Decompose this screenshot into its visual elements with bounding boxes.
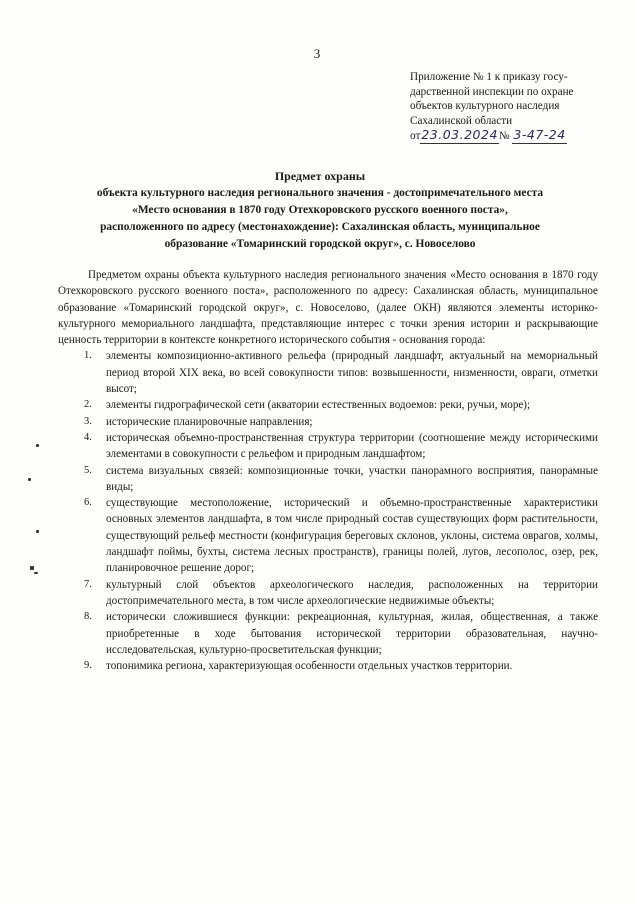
- from-label: от: [410, 130, 421, 142]
- list-item: [58, 495, 598, 576]
- scan-speck: [36, 530, 39, 533]
- item-number: 4.: [84, 431, 92, 443]
- item-text: исторически сложившиеся функции: рекреационная, культурная, жилая, общественная, а также приобретенные в ходе бытования исторической территории образовательная, научно-исследовательская, культурно-просветительская функции;: [106, 611, 598, 656]
- order-date: 23.03.2024: [421, 127, 498, 142]
- list-item: [58, 463, 598, 496]
- list-item: [58, 414, 598, 430]
- item-text: система визуальных связей: композиционные точки, участки панорамного восприятия, панорамные виды;: [106, 464, 598, 493]
- item-text: существующие местоположение, исторический и объемно-пространственные характеристики основных элементов ландшафта, в том числе природный состав существующих форм растительности, существующий рельеф местности (конфигурация береговых склонов, уклоны, система оврагов, холмы, ландшафт поймы, бухты, система лесных пространств), границы полей, лугов, лесополос, озер, рек, планировочное решение дорог;: [106, 497, 598, 575]
- item-text: культурный слой объектов археологического наследия, расположенных на территории достопримечательного места, в том числе археологические недвижимые объекты;: [106, 578, 598, 607]
- appendix-line: дарственной инспекции по охране: [410, 85, 574, 98]
- appendix-line: Сахалинской области: [410, 114, 513, 127]
- appendix-line: объектов культурного наследия: [410, 100, 560, 112]
- item-text: исторические планировочные направления;: [106, 415, 313, 428]
- appendix-line: Приложение № 1 к приказу госу-: [410, 71, 568, 83]
- title-line: расположенного по адресу (местонахождение): Сахалинская область, муниципальное: [100, 221, 540, 233]
- protection-items-list: [58, 348, 598, 674]
- item-number: 1.: [84, 350, 92, 362]
- item-text: элементы гидрографической сети (акватории естественных водоемов: реки, ручьи, море);: [106, 399, 531, 412]
- item-text: элементы композиционно-активного рельефа (природный ландшафт, актуальный на мемориальный период второй XIX века, во всей совокупности типов: возвышенности, низменности, овраги, отметки высот;: [106, 350, 598, 396]
- scan-speck: [28, 478, 31, 481]
- document-body: [58, 267, 598, 674]
- scan-speck: [36, 444, 39, 447]
- list-item: [58, 609, 598, 658]
- item-number: 3.: [84, 415, 92, 427]
- item-text: топонимика региона, характеризующая особенности отдельных участков территории.: [106, 660, 513, 673]
- item-text: историческая объемно-пространственная структура территории (соотношение между историческими элементами в совокупности с рельефом и природным ландшафтом;: [106, 431, 598, 461]
- item-number: 9.: [84, 660, 92, 672]
- item-number: 8.: [84, 611, 92, 623]
- title-line: «Место основания в 1870 году Отехкоровского русского военного поста»,: [132, 204, 508, 216]
- scan-speck: [34, 572, 38, 574]
- title-line: образование «Томаринский городской округ», с. Новоселово: [164, 238, 476, 250]
- title-line: объекта культурного наследия регионального значения - достопримечательного места: [96, 187, 544, 199]
- number-label: №: [498, 130, 510, 142]
- item-number: 6.: [84, 497, 92, 509]
- order-date-number-row: [410, 128, 610, 144]
- document-title: [40, 168, 600, 253]
- order-number: 3-47-24: [513, 127, 566, 142]
- item-number: 2.: [84, 399, 92, 411]
- list-item: [58, 430, 598, 463]
- page-number: 3: [313, 46, 321, 61]
- appendix-block: [410, 70, 610, 144]
- list-item: [58, 658, 598, 674]
- list-item: [58, 348, 598, 397]
- item-number: 5.: [84, 464, 92, 476]
- scan-speck: [30, 566, 34, 570]
- list-item: [58, 577, 598, 610]
- list-item: [58, 397, 598, 413]
- item-number: 7.: [84, 578, 92, 590]
- intro-paragraph: Предметом охраны объекта культурного наследия регионального значения «Место основания в 1870 году Отехкоровского русского военного поста», расположенного по адресу: Сахалинская область, муниципальное образование «Томаринский городской округ», с. Новоселово, (далее ОКН) являются элементы историко-культурного мемориального ландшафта, представляющие интерес с точки зрения истории и раскрывающие ценность территории в контексте конкретного исторического события - основания города:: [58, 269, 598, 347]
- title-main: Предмет охраны: [274, 169, 366, 183]
